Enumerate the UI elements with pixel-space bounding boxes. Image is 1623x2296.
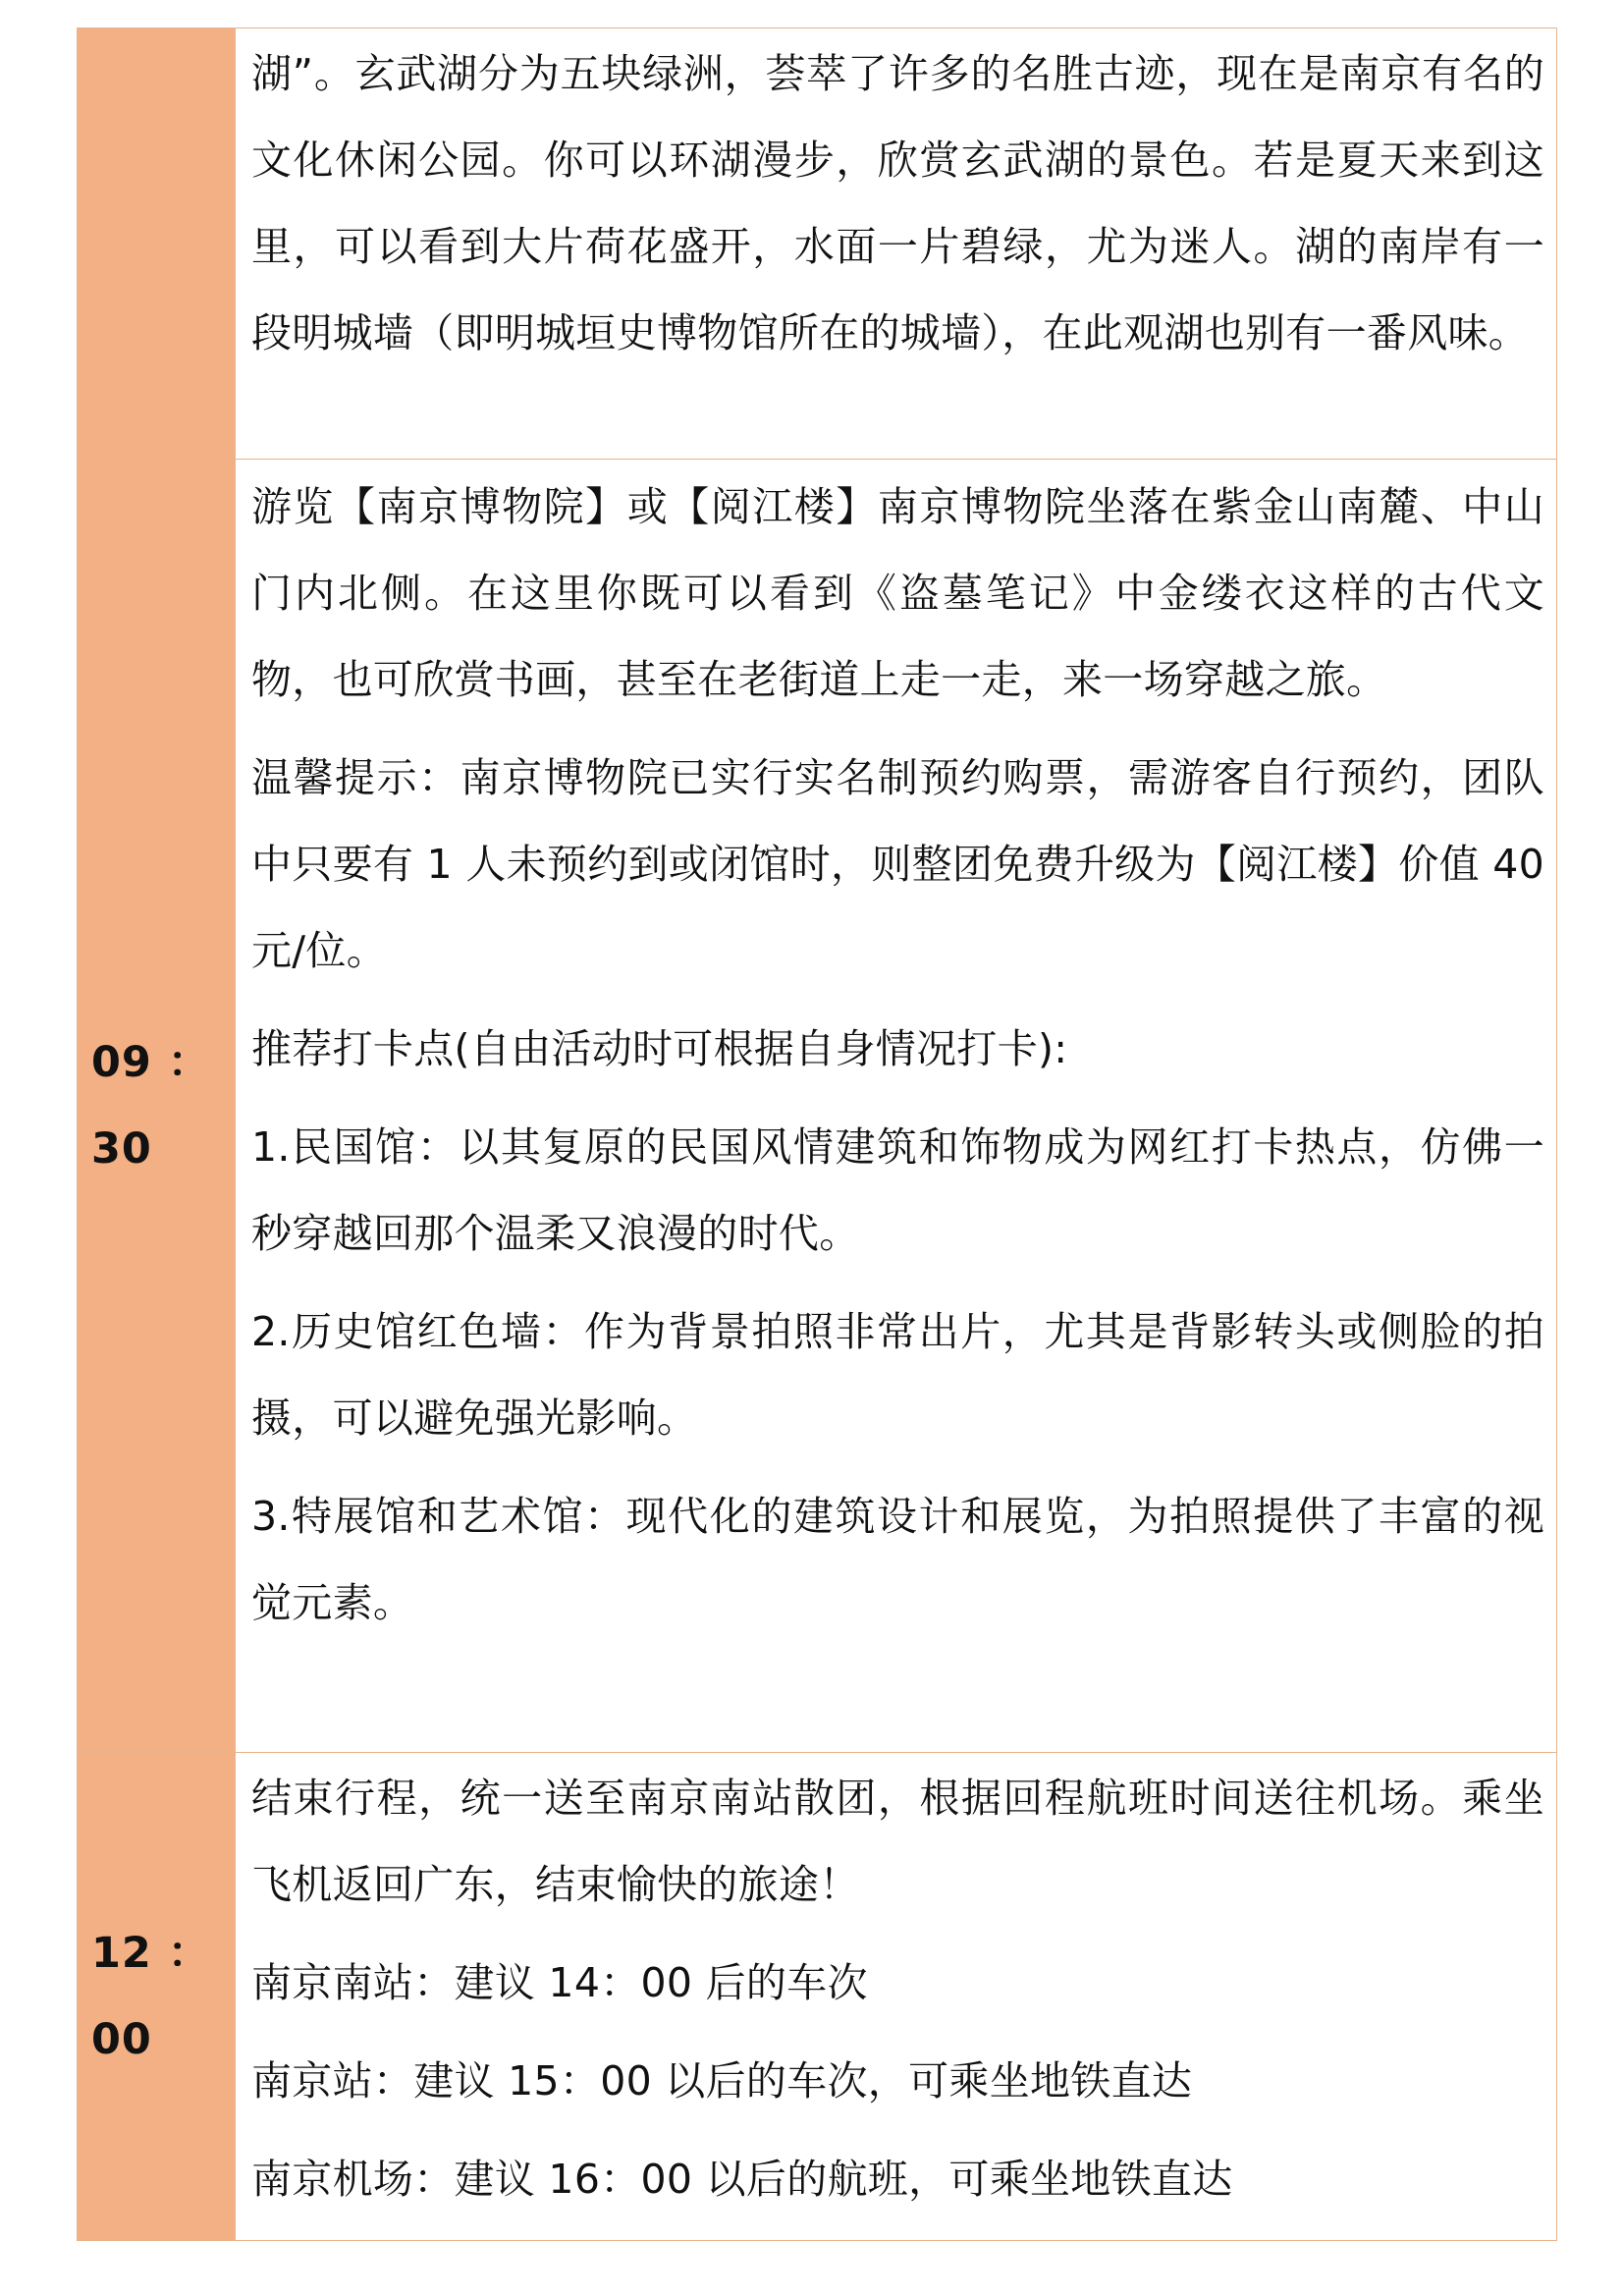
time-label: 12 ： 00 [91,1929,211,2064]
recommended-spots-heading: 推荐打卡点(自由活动时可根据自身情况打卡): [251,1025,1068,1072]
station-note: 南京南站：建议 14：00 后的车次 [251,1959,868,2006]
time-label: 09 ： 30 [91,1038,211,1174]
station-note: 南京站：建议 15：00 以后的车次，可乘坐地铁直达 [251,2057,1193,2105]
itinerary-row [78,28,1557,460]
spot-item: 1.民国馆：以其复原的民国风情建筑和饰物成为网红打卡热点，仿佛一秒穿越回那个温柔又浪漫的时代。 [251,1123,1544,1257]
description-paragraph: 结束行程，统一送至南京南站散团，根据回程航班时间送往机场。乘坐飞机返回广东，结束愉快的旅途！ [251,1775,1544,1908]
itinerary-row [78,1753,1557,2241]
spot-item: 2.历史馆红色墙：作为背景拍照非常出片，尤其是背影转头或侧脸的拍摄，可以避免强光影响。 [251,1308,1544,1442]
content-cell [236,28,1557,460]
spot-item: 3.特展馆和艺术馆：现代化的建筑设计和展览，为拍照提供了丰富的视觉元素。 [251,1493,1544,1626]
airport-note: 南京机场：建议 16：00 以后的航班，可乘坐地铁直达 [251,2156,1233,2203]
description-paragraph: 湖”。玄武湖分为五块绿洲，荟萃了许多的名胜古迹，现在是南京有名的文化休闲公园。你可以环湖漫步，欣赏玄武湖的景色。若是夏天来到这里，可以看到大片荷花盛开，水面一片碧绿，尤为迷人。湖的南岸有一段明城墙（即明城垣史博物馆所在的城墙），在此观湖也别有一番风味。 [251,50,1544,356]
content-cell [236,1753,1557,2241]
content-cell [236,460,1557,1753]
time-cell [78,460,236,1753]
tip-paragraph: 温馨提示：南京博物院已实行实名制预约购票，需游客自行预约，团队中只要有 1 人未预约到或闭馆时，则整团免费升级为【阅江楼】价值 40 元/位。 [251,754,1544,974]
itinerary-row [78,460,1557,1753]
itinerary-table [77,27,1557,2241]
description-paragraph: 游览【南京博物院】或【阅江楼】南京博物院坐落在紫金山南麓、中山门内北侧。在这里你既可以看到《盗墓笔记》中金缕衣这样的古代文物，也可欣赏书画，甚至在老街道上走一走，来一场穿越之旅。 [251,483,1544,703]
time-cell [78,28,236,460]
time-cell [78,1753,236,2241]
